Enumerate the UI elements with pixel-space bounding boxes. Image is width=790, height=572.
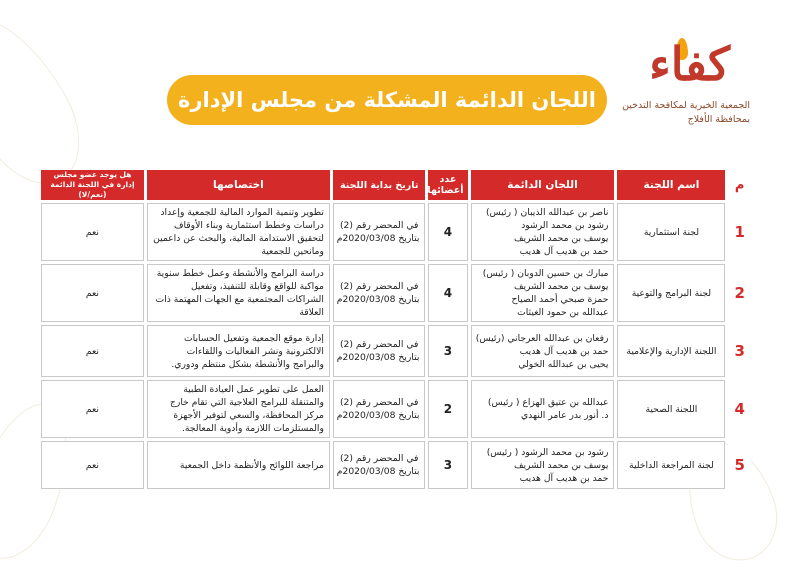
scope-text: دراسة البرامج والأنشطة وعمل خطط سنوية مواكبة للواقع وقابلة للتنفيذ، وتفعيل الشراكات المجتمعية مع الجهات المهتمة ذات العلاقة <box>155 268 324 318</box>
board-member-flag: نعم <box>41 380 144 438</box>
start-date-value: بتاريخ 2020/03/08م <box>336 410 420 421</box>
board-member-flag: نعم <box>41 264 144 322</box>
scope-text: إدارة موقع الجمعية وتفعيل الحسابات الالكترونية ونشر الفعاليات واللقاءات والبرامج والأنشطة بشكل منتظم ودوري. <box>171 332 324 370</box>
organization-logo <box>600 34 750 144</box>
committee-name: اللجنة الصحية <box>617 380 725 438</box>
member: عبدالله بن عتيق الهزاع ( رئيس) <box>487 397 609 408</box>
start-minutes: في المحضر رقم (2) <box>339 339 419 350</box>
table-row <box>41 325 751 377</box>
header-scope: اختصاصها <box>147 170 330 200</box>
member: رشود بن محمد الرشود ( رئيس) <box>486 446 609 458</box>
member: يوسف بن محمد الشريف <box>513 233 609 244</box>
table-header-row <box>41 170 751 200</box>
start-date-value: بتاريخ 2020/03/08م <box>336 233 420 244</box>
page-title: اللجان الدائمة المشكلة من مجلس الإدارة <box>167 75 607 125</box>
start-date-value: بتاريخ 2020/03/08م <box>336 466 420 477</box>
start-minutes: في المحضر رقم (2) <box>339 397 419 408</box>
member: حمزة صبحي أحمد الصياح <box>511 294 609 305</box>
committee-scope <box>147 441 330 489</box>
committee-scope <box>147 203 330 261</box>
start-date <box>333 264 426 322</box>
member-count: 4 <box>428 203 467 261</box>
header-members: اللجان الدائمة <box>471 170 615 200</box>
member: رفعان بن عبدالله العرجاني (رئيس) <box>475 332 609 344</box>
committee-name: لجنة المراجعة الداخلية <box>617 441 725 489</box>
header-start: تاريخ بداية اللجنة <box>333 170 426 200</box>
row-number: 5 <box>728 441 751 489</box>
header-num: م <box>734 177 745 193</box>
member: عبدالله بن حمود الغيثات <box>517 307 609 318</box>
member: يوسف بن محمد الشريف <box>513 281 609 292</box>
table-row <box>41 441 751 489</box>
member: يوسف بن محمد الشريف <box>513 459 609 471</box>
board-member-flag: نعم <box>41 325 144 377</box>
committee-members <box>471 264 615 322</box>
start-date-value: بتاريخ 2020/03/08م <box>336 352 420 363</box>
committee-name: لجنة البرامج والتوعية <box>617 264 725 322</box>
table-row <box>41 380 751 438</box>
member-count: 4 <box>428 264 467 322</box>
member-count: 2 <box>428 380 467 438</box>
header-name: اسم اللجنة <box>617 170 725 200</box>
start-minutes: في المحضر رقم (2) <box>339 453 419 464</box>
member: حمد بن هديب آل هديب <box>519 345 609 357</box>
table-row <box>41 264 751 322</box>
row-number: 2 <box>728 264 751 322</box>
header-count: عدد أعضائها <box>428 170 467 200</box>
committee-scope <box>147 325 330 377</box>
org-name: الجمعية الخيرية لمكافحة التدخين <box>622 100 750 111</box>
member: حمد بن هديب آل هديب <box>519 472 609 484</box>
committee-members <box>471 441 615 489</box>
member: رشود بن محمد الرشود <box>521 220 609 231</box>
board-member-flag: نعم <box>41 441 144 489</box>
member-count: 3 <box>428 325 467 377</box>
board-member-flag: نعم <box>41 203 144 261</box>
start-date-value: بتاريخ 2020/03/08م <box>336 294 420 305</box>
member: يحيى بن عبدالله الخولي <box>518 358 609 370</box>
committee-name: لجنة استثمارية <box>617 203 725 261</box>
header-board: هل يوجد عضو مجلس إدارة في اللجنة الدائمة (نعم/لا) <box>41 170 144 200</box>
logo-mark: كفاء <box>649 37 730 91</box>
start-minutes: في المحضر رقم (2) <box>339 281 419 292</box>
start-date <box>333 325 426 377</box>
row-number: 3 <box>728 325 751 377</box>
member: د. أنور بدر عامر النهدي <box>520 410 609 421</box>
org-region: بمحافظة الأفلاج <box>687 114 750 125</box>
start-date <box>333 203 426 261</box>
committee-members <box>471 325 615 377</box>
start-date <box>333 380 426 438</box>
member-count: 3 <box>428 441 467 489</box>
committee-name: اللجنة الإدارية والإعلامية <box>617 325 725 377</box>
committee-members <box>471 203 615 261</box>
start-date <box>333 441 426 489</box>
scope-text: مراجعة اللوائح والأنظمة داخل الجمعية <box>179 459 324 471</box>
committees-table <box>38 167 754 492</box>
member: حمد بن هديب آل هديب <box>519 246 609 257</box>
table-row <box>41 203 751 261</box>
start-minutes: في المحضر رقم (2) <box>339 220 419 231</box>
scope-text: تطوير وتنمية الموارد المالية للجمعية وإعداد دراسات وخطط استثمارية وبناء الأوقاف لتحقيق الاستدامة المالية، والبحث عن داعمين ومانحين للجمعية <box>153 207 324 257</box>
committee-members <box>471 380 615 438</box>
member: مبارك بن حسين الدوبان ( رئيس) <box>482 268 609 279</box>
row-number: 4 <box>728 380 751 438</box>
scope-text: العمل على تطوير عمل العيادة الطبية والمتنقلة للبرامج العلاجية التي تقام خارج مركز المحافظة، والسعي لتوفير الأجهزة والمستلزمات اللازمة وأدوية المعالجة. <box>169 384 324 434</box>
committee-scope <box>147 264 330 322</box>
row-number: 1 <box>728 203 751 261</box>
member: ناصر بن عبدالله الذيبان ( رئيس) <box>485 207 609 218</box>
committee-scope <box>147 380 330 438</box>
